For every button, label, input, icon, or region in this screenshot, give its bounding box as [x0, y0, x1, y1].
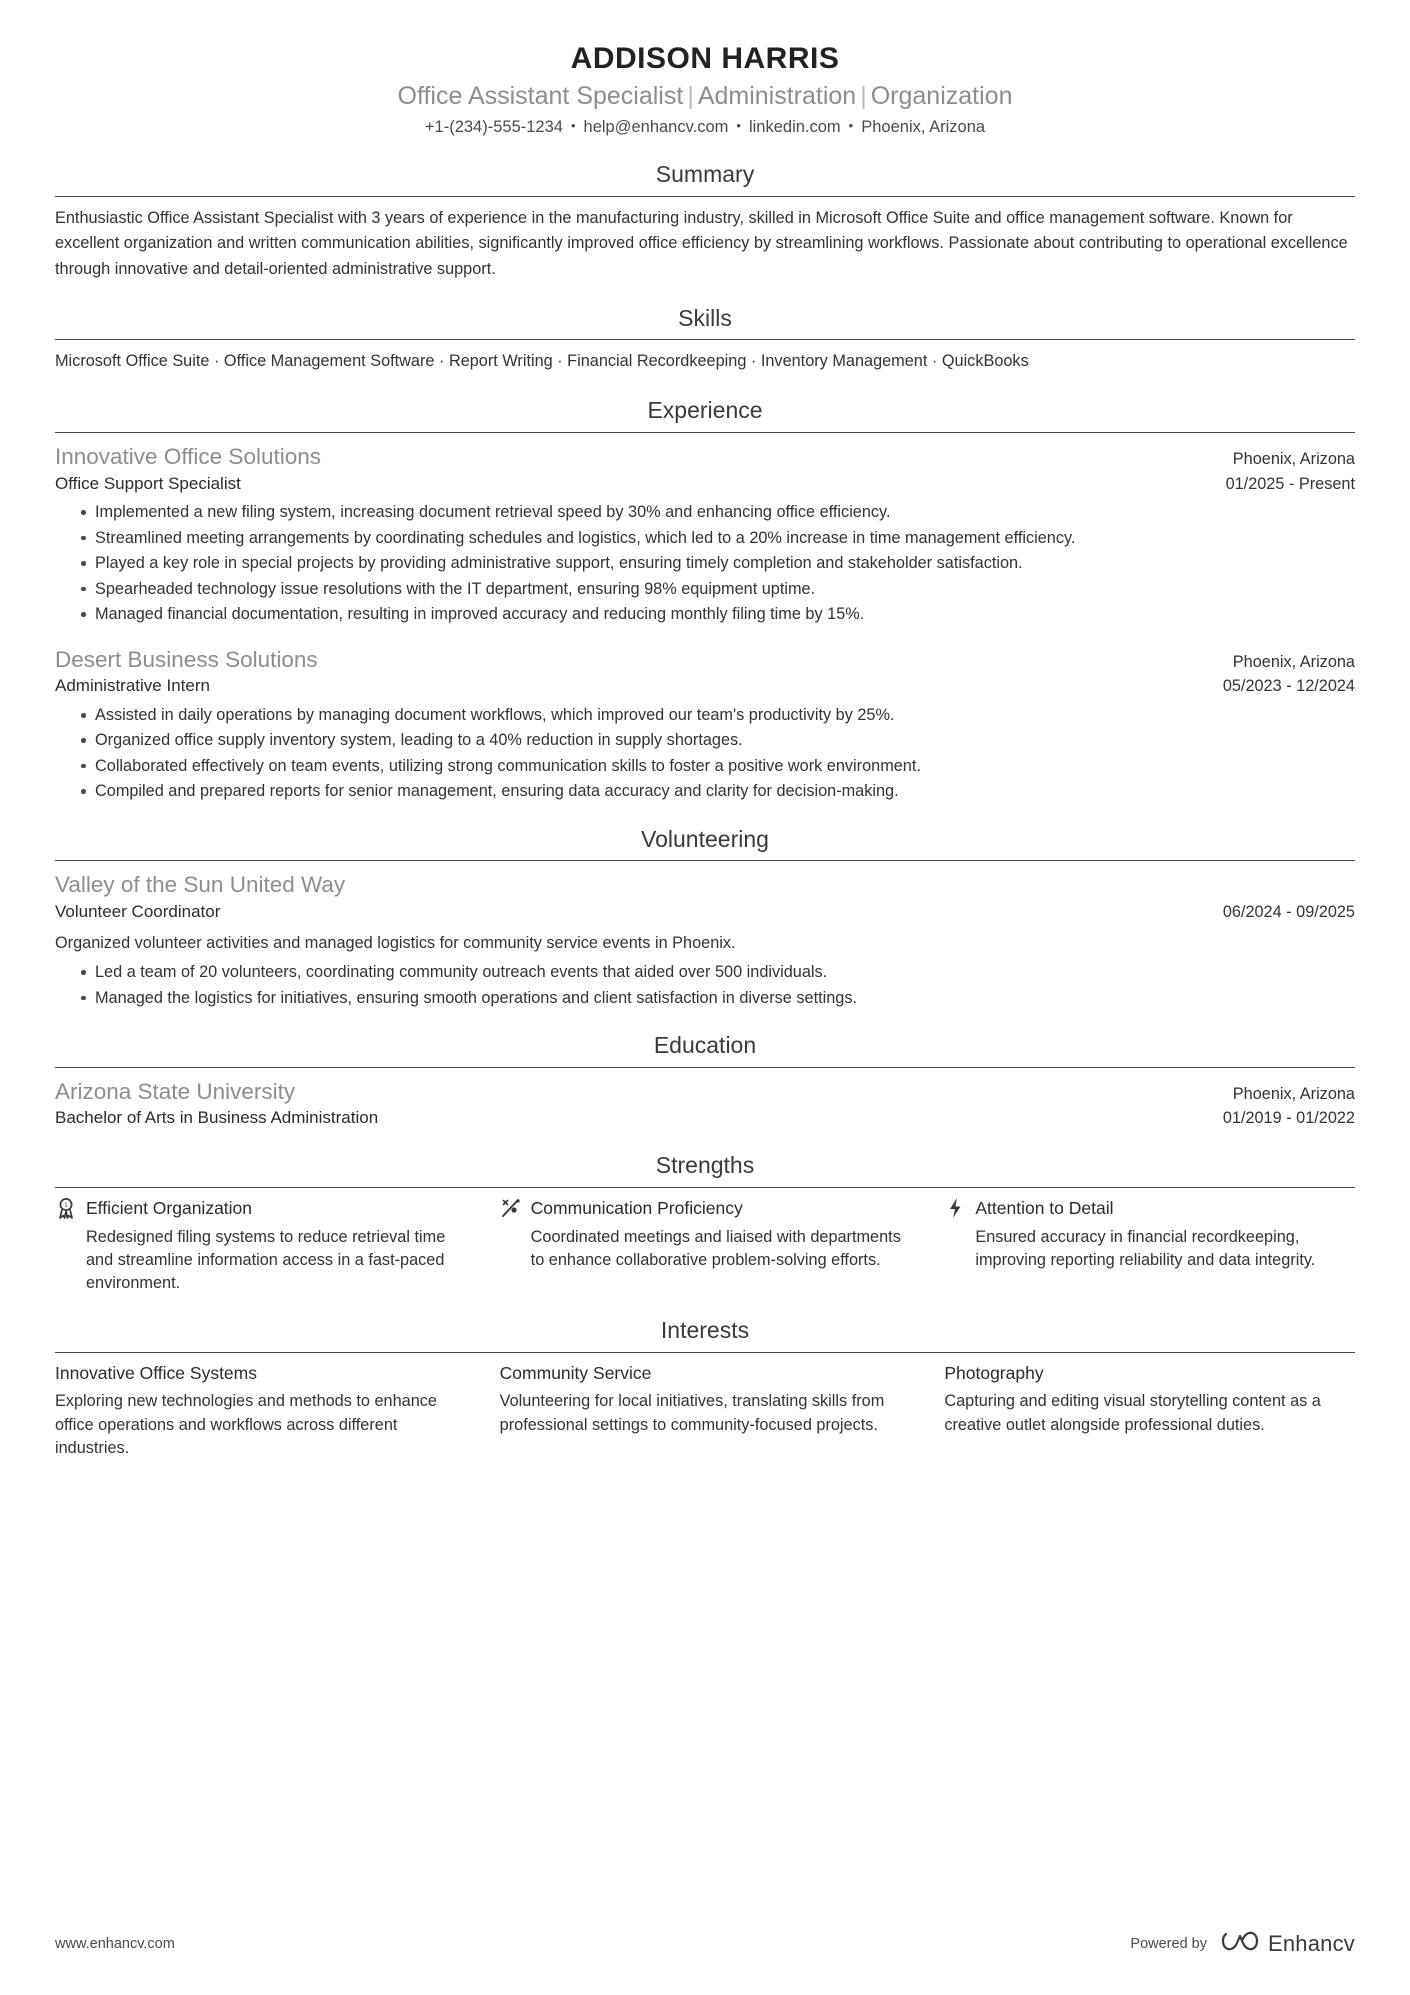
experience-location: Phoenix, Arizona	[1232, 449, 1355, 468]
skill-item: Report Writing	[448, 352, 553, 371]
resume-header	[55, 40, 1355, 139]
education-entry	[55, 1077, 1355, 1131]
strength-name: Attention to Detail	[975, 1197, 1114, 1218]
interest-name: Innovative Office Systems	[55, 1362, 257, 1383]
experience-dates: 05/2023 - 12/2024	[1222, 677, 1355, 696]
skill-separator: ·	[434, 352, 449, 371]
headline-part-1: Office Assistant Specialist	[397, 81, 684, 110]
volunteering-organization: Valley of the Sun United Way	[55, 872, 346, 898]
section-strengths	[55, 1152, 1355, 1295]
contact-bullet-1: •	[570, 118, 576, 133]
section-divider-strengths	[55, 1187, 1355, 1188]
experience-entry-header	[55, 442, 1355, 472]
section-title-volunteering: Volunteering	[641, 825, 769, 852]
candidate-name: ADDISON HARRIS	[570, 42, 840, 75]
experience-bullet: Collaborated effectively on team events, utilizing strong communication skills to foster a positive work environment.	[81, 754, 1355, 778]
section-divider-interests	[55, 1352, 1355, 1353]
volunteering-bullet: Led a team of 20 volunteers, coordinating community outreach events that aided over 500 individuals.	[81, 960, 1355, 984]
experience-entry-subheader	[55, 674, 1355, 698]
experience-bullet-list	[55, 500, 1355, 626]
strength-item	[944, 1197, 1355, 1295]
section-summary	[55, 161, 1355, 283]
strength-name: Efficient Organization	[86, 1197, 253, 1218]
headline-part-2: Administration	[697, 81, 857, 110]
volunteering-description: Organized volunteer activities and managed logistics for community service events in Phoenix.	[55, 933, 736, 952]
skill-separator: ·	[209, 352, 224, 371]
experience-bullet: Played a key role in special projects by providing administrative support, ensuring timely completion and stakeholder satisfaction.	[81, 551, 1355, 575]
strength-name: Communication Proficiency	[530, 1197, 743, 1218]
skill-item: Microsoft Office Suite	[55, 352, 210, 371]
experience-role-title: Administrative Intern	[55, 676, 210, 696]
contact-email[interactable]: help@enhancv.com	[583, 118, 729, 136]
volunteering-bullet: Managed the logistics for initiatives, ensuring smooth operations and client satisfaction in diverse settings.	[81, 986, 1355, 1010]
section-title-interests: Interests	[660, 1317, 750, 1344]
contact-phone: +1-(234)-555-1234	[424, 118, 563, 136]
headline-part-3: Organization	[870, 81, 1013, 110]
award-ribbon-icon	[55, 1197, 77, 1219]
skill-item: Office Management Software	[223, 352, 435, 371]
contact-line	[55, 116, 1355, 139]
section-title-strengths: Strengths	[655, 1152, 755, 1179]
section-volunteering	[55, 826, 1355, 1010]
section-title-summary: Summary	[655, 161, 755, 188]
education-entry-header	[55, 1077, 1355, 1107]
section-divider-volunteering	[55, 860, 1355, 861]
lightning-bolt-icon	[944, 1197, 966, 1219]
footer-brand-area	[1130, 1930, 1355, 1957]
section-divider-experience	[55, 432, 1355, 433]
section-title-experience: Experience	[647, 397, 763, 424]
skill-item: Financial Recordkeeping	[567, 352, 747, 371]
strength-header	[944, 1197, 1355, 1220]
headline-separator-1: |	[687, 81, 694, 110]
interest-item	[944, 1362, 1355, 1460]
section-experience	[55, 397, 1355, 804]
experience-entry-list	[55, 442, 1355, 804]
interest-name: Community Service	[499, 1362, 652, 1383]
experience-dates: 01/2025 - Present	[1225, 474, 1355, 493]
interest-item	[500, 1362, 911, 1460]
skills-list	[55, 349, 1355, 375]
entry-spacer	[55, 631, 1355, 645]
volunteering-entry	[55, 870, 1355, 1010]
skill-item: QuickBooks	[941, 352, 1029, 371]
contact-linkedin[interactable]: linkedin.com	[748, 118, 841, 136]
skill-separator: ·	[552, 352, 568, 371]
experience-entry	[55, 645, 1355, 804]
skill-separator: ·	[927, 352, 942, 371]
strengths-columns	[55, 1197, 1355, 1295]
education-entry-subheader	[55, 1106, 1355, 1130]
svg-text:1: 1	[64, 1203, 68, 1210]
section-skills	[55, 305, 1355, 375]
strength-description: Redesigned filing systems to reduce retrieval time and streamline information access in a fast-paced environment.	[86, 1227, 446, 1292]
education-dates: 01/2019 - 01/2022	[1222, 1109, 1355, 1128]
strength-item	[55, 1197, 466, 1295]
skill-separator: ·	[746, 352, 761, 371]
strength-description: Coordinated meetings and liaised with departments to enhance collaborative problem-solving efforts.	[530, 1227, 901, 1269]
volunteering-entry-list	[55, 870, 1355, 1010]
interest-description: Capturing and editing visual storytelling content as a creative outlet alongside professional duties.	[944, 1392, 1321, 1434]
experience-bullet: Spearheaded technology issue resolutions with the IT department, ensuring 98% equipment uptime.	[81, 577, 1355, 601]
strength-header	[55, 1197, 466, 1220]
volunteering-entry-header	[55, 870, 1355, 900]
education-organization: Arizona State University	[55, 1078, 296, 1104]
experience-entry-subheader	[55, 472, 1355, 496]
experience-role-title: Office Support Specialist	[55, 473, 241, 493]
interest-name: Photography	[944, 1362, 1044, 1383]
experience-bullet: Streamlined meeting arrangements by coordinating schedules and logistics, which led to a 20% increase in time management efficiency.	[81, 526, 1355, 550]
interest-item	[55, 1362, 466, 1460]
enhancv-wordmark: Enhancv	[1267, 1930, 1355, 1956]
section-divider-skills	[55, 339, 1355, 340]
footer-powered-by-label: Powered by	[1130, 1935, 1207, 1952]
experience-entry-header	[55, 645, 1355, 675]
section-title-education: Education	[653, 1032, 757, 1059]
interest-description: Volunteering for local initiatives, translating skills from professional settings to community-focused projects.	[499, 1392, 885, 1434]
interests-columns	[55, 1362, 1355, 1460]
enhancv-logo[interactable]	[1221, 1930, 1355, 1957]
volunteering-bullet-list	[55, 960, 1355, 1010]
skill-item: Inventory Management	[760, 352, 928, 371]
experience-bullet: Assisted in daily operations by managing document workflows, which improved our team's productivity by 25%.	[81, 703, 1355, 727]
section-divider-education	[55, 1067, 1355, 1068]
interest-description: Exploring new technologies and methods to enhance office operations and workflows across different industries.	[55, 1392, 437, 1457]
contact-bullet-2: •	[736, 118, 741, 133]
experience-bullet: Implemented a new filing system, increasing document retrieval speed by 30% and enhancing office efficiency.	[81, 500, 1355, 524]
summary-text: Enthusiastic Office Assistant Specialist with 3 years of experience in the manufacturing industry, skilled in Microsoft Office Suite and office management software. Known for excellent organization and written communication abilities, significantly improved office efficiency by streamlining workflows. Passionate about contributing to operational excellence through innovative and detail-oriented administrative support.	[55, 208, 1348, 279]
experience-entry	[55, 442, 1355, 627]
section-title-skills: Skills	[678, 304, 732, 331]
education-location: Phoenix, Arizona	[1232, 1084, 1355, 1103]
strength-item	[500, 1197, 911, 1295]
enhancv-mark-icon	[1221, 1930, 1259, 1957]
section-interests	[55, 1317, 1355, 1460]
volunteering-entry-subheader	[55, 900, 1355, 924]
strength-description: Ensured accuracy in financial recordkeeping, improving reporting reliability and data integrity.	[975, 1227, 1316, 1269]
experience-bullet: Managed financial documentation, resulting in improved accuracy and reducing monthly filing time by 15%.	[81, 602, 1355, 626]
section-education	[55, 1032, 1355, 1130]
experience-location: Phoenix, Arizona	[1232, 652, 1355, 671]
section-divider-summary	[55, 196, 1355, 197]
education-entry-list	[55, 1077, 1355, 1131]
education-role-title: Bachelor of Arts in Business Administration	[55, 1108, 379, 1128]
page-footer	[55, 1930, 1355, 1957]
contact-bullet-3: •	[848, 118, 854, 133]
candidate-headline	[55, 80, 1355, 113]
experience-bullet-list	[55, 703, 1355, 804]
experience-organization: Innovative Office Solutions	[55, 443, 321, 469]
strategy-chart-icon	[500, 1197, 522, 1219]
contact-location: Phoenix, Arizona	[861, 118, 986, 136]
experience-bullet: Organized office supply inventory system, leading to a 40% reduction in supply shortages.	[81, 728, 1355, 752]
footer-website-link[interactable]: www.enhancv.com	[55, 1935, 175, 1952]
strength-header	[500, 1197, 911, 1220]
headline-separator-2: |	[860, 81, 867, 110]
volunteering-role-title: Volunteer Coordinator	[55, 902, 221, 922]
volunteering-dates: 06/2024 - 09/2025	[1222, 903, 1355, 922]
experience-bullet: Compiled and prepared reports for senior management, ensuring data accuracy and clarity for decision-making.	[81, 779, 1355, 803]
experience-organization: Desert Business Solutions	[55, 646, 318, 672]
